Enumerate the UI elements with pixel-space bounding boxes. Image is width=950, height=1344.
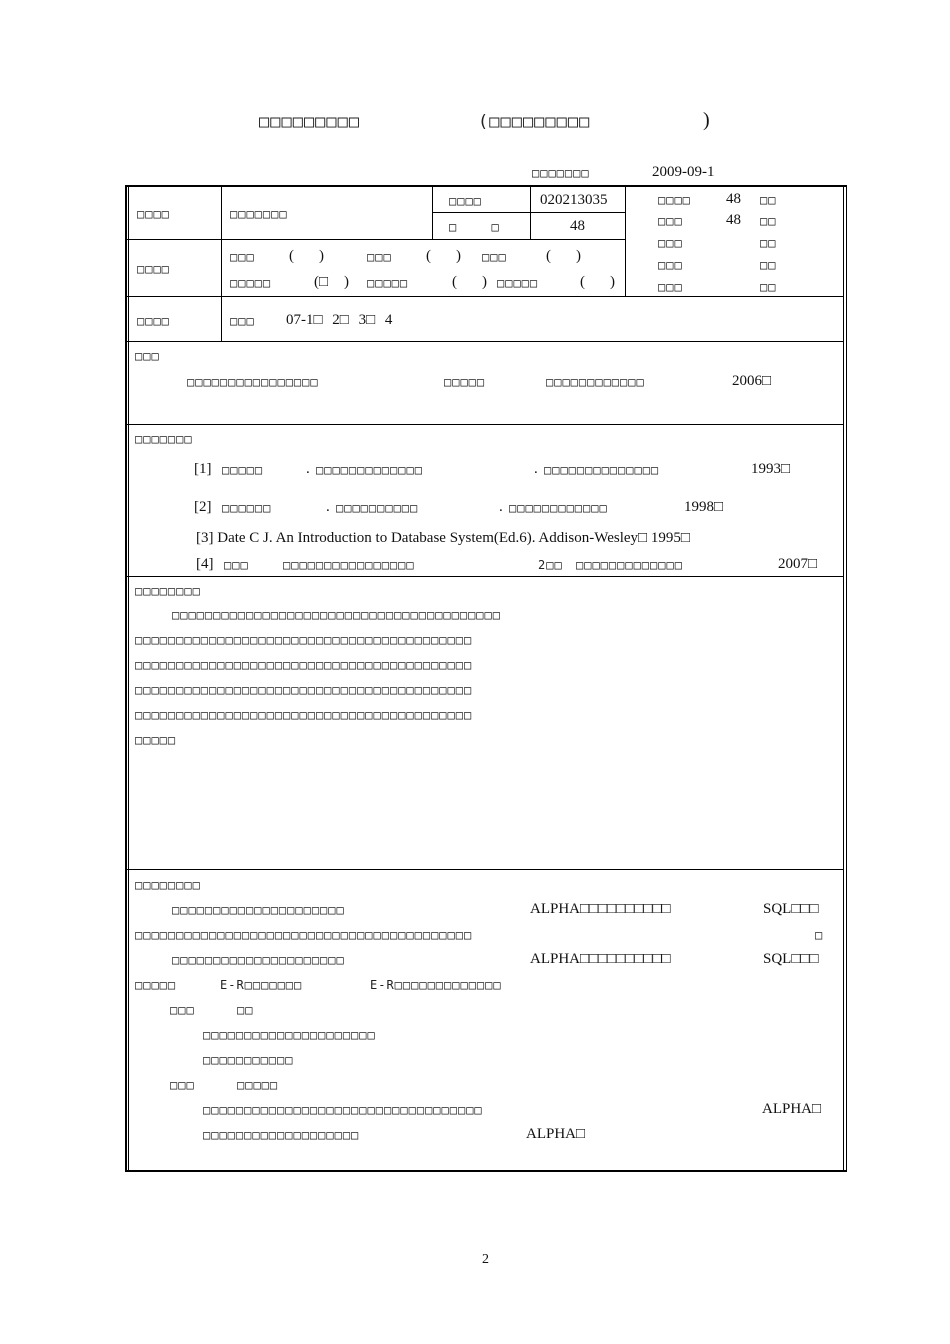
course-code-value: 020213035: [540, 192, 608, 208]
hours-item-label: □□□: [658, 214, 683, 228]
type-paren-close: ): [319, 248, 324, 264]
type-paren-close: ): [456, 248, 461, 264]
objective-line: □□□□□□□□□□□□□□□□□□□□□□□□□□□□□□□□□□□□□□□□□: [135, 658, 473, 672]
class-label: □□□□: [137, 314, 170, 328]
course-name-label: □□□□: [137, 207, 170, 221]
document-title: □□□□□□□□□: [259, 112, 361, 132]
keypoints-text: □□□□□□□□□□□□□□□□□□□: [203, 1128, 360, 1142]
keypoints-text: □□: [237, 1003, 254, 1017]
reference-edition: 2□□: [538, 558, 563, 572]
keypoints-text: □□□□□: [237, 1078, 279, 1092]
hours-item-unit: □□: [760, 193, 777, 207]
type-paren-close: ): [576, 248, 581, 264]
keypoints-text: E-R□□□□□□□: [220, 978, 303, 992]
hours-item-unit: □□: [760, 280, 777, 294]
hours-item-value: 48: [726, 191, 741, 207]
reference-separator: .: [534, 461, 538, 477]
textbook-publisher-label: □□□□□: [444, 375, 486, 389]
hours-item-unit: □□: [760, 236, 777, 250]
reference-title: □□□□□□□□□□□□□□□□: [283, 558, 415, 572]
hours-item-value: 48: [726, 212, 741, 228]
textbook-title: □□□□□□□□□□□□□□□□: [187, 375, 319, 389]
keypoints-text: □□□□□□□□□□□□□□□□□□□□□□□□□□□□□□□□□□□□□□□□□: [135, 928, 473, 942]
class-value: 07-1□ 2□ 3□ 4: [286, 312, 393, 328]
reference-author: □□□: [224, 558, 249, 572]
reference-year: 2007□: [778, 556, 818, 572]
document-subtitle-open: (□□□□□□□□□: [478, 112, 591, 132]
hours-item-label: □□□□: [658, 193, 691, 207]
keypoints-text: □□□□□□□□□□□□□□□□□□□□□□□□□□□□□□□□□□: [203, 1103, 483, 1117]
type-option-label: □□□□□: [497, 276, 539, 290]
reference-separator: .: [306, 461, 310, 477]
course-type-label: □□□□: [137, 262, 170, 276]
keypoints-text: ALPHA□: [762, 1101, 822, 1117]
reference-separator: .: [326, 499, 330, 515]
keypoints-text: □□□: [170, 1078, 195, 1092]
course-code-label: □□□□: [449, 194, 482, 208]
objective-line: □□□□□: [135, 733, 177, 747]
reference-publisher: □□□□□□□□□□□□□□: [544, 463, 660, 477]
references-label: □□□□□□□: [135, 432, 193, 446]
objective-label: □□□□□□□□: [135, 584, 201, 598]
type-option-label: □□□□□: [230, 276, 272, 290]
objective-line: □□□□□□□□□□□□□□□□□□□□□□□□□□□□□□□□□□□□□□□□□: [135, 708, 473, 722]
keypoints-text: SQL□□□: [763, 951, 819, 967]
reference-number: [4]: [196, 556, 214, 572]
type-paren-close: ): [610, 274, 615, 290]
hours-item-label: □□□: [658, 258, 683, 272]
textbook-label: □□□: [135, 349, 160, 363]
reference-year: 1998□: [684, 499, 724, 515]
reference-number: [1]: [194, 461, 212, 477]
keypoints-text: □□□: [170, 1003, 195, 1017]
date-label: □□□□□□□: [532, 166, 590, 180]
type-paren-open: (: [580, 274, 585, 290]
keypoints-text: □□□□□: [135, 978, 177, 992]
type-paren-open: (: [452, 274, 457, 290]
keypoints-label: □□□□□□□□: [135, 878, 201, 892]
page-number: 2: [482, 1252, 489, 1267]
keypoints-text: □□□□□□□□□□□□□□□□□□□□□: [172, 953, 345, 967]
objective-line: □□□□□□□□□□□□□□□□□□□□□□□□□□□□□□□□□□□□□□□□: [172, 608, 501, 622]
type-option-label: □□□□□: [367, 276, 409, 290]
hours-item-unit: □□: [760, 258, 777, 272]
hours-item-label: □□□: [658, 236, 683, 250]
reference-author: □□□□□: [222, 463, 264, 477]
reference-separator: .: [499, 499, 503, 515]
keypoints-text: ALPHA□□□□□□□□□□: [530, 951, 671, 967]
course-name-value: □□□□□□□: [230, 207, 288, 221]
hours-item-unit: □□: [760, 214, 777, 228]
type-option-label: □□□: [367, 250, 392, 264]
total-hours-value: 48: [570, 218, 585, 234]
keypoints-text: ALPHA□: [526, 1126, 586, 1142]
type-paren-open: (: [546, 248, 551, 264]
type-paren-close: ): [344, 274, 349, 290]
keypoints-text: □: [815, 928, 824, 942]
reference-publisher: □□□□□□□□□□□□: [509, 501, 608, 515]
keypoints-text: □□□□□□□□□□□□□□□□□□□□□: [203, 1028, 376, 1042]
type-option-label: □□□: [482, 250, 507, 264]
reference-full-text: [3] Date C J. An Introduction to Database System(Ed.6). Addison-Wesley□ 1995□: [196, 530, 690, 546]
reference-year: 1993□: [751, 461, 791, 477]
reference-number: [2]: [194, 499, 212, 515]
objective-line: □□□□□□□□□□□□□□□□□□□□□□□□□□□□□□□□□□□□□□□□□: [135, 633, 473, 647]
class-prefix: □□□: [230, 314, 255, 328]
keypoints-text: E-R□□□□□□□□□□□□□: [370, 978, 502, 992]
reference-title: □□□□□□□□□□□□□: [316, 463, 423, 477]
date-value: 2009-09-1: [652, 164, 715, 180]
reference-author: □□□□□□: [222, 501, 272, 515]
keypoints-text: □□□□□□□□□□□□□□□□□□□□□: [172, 903, 345, 917]
keypoints-text: SQL□□□: [763, 901, 819, 917]
total-hours-label: □ □: [449, 220, 500, 234]
objective-line: □□□□□□□□□□□□□□□□□□□□□□□□□□□□□□□□□□□□□□□□□: [135, 683, 473, 697]
reference-publisher: □□□□□□□□□□□□□: [576, 558, 683, 572]
keypoints-text: □□□□□□□□□□□: [203, 1053, 294, 1067]
keypoints-text: ALPHA□□□□□□□□□□: [530, 901, 671, 917]
type-paren-open: (: [289, 248, 294, 264]
type-paren-open: (: [426, 248, 431, 264]
document-subtitle-close: ): [703, 109, 710, 131]
textbook-publisher: □□□□□□□□□□□□: [546, 375, 645, 389]
type-paren-close: ): [482, 274, 487, 290]
textbook-year: 2006□: [732, 373, 772, 389]
type-paren-open-checked: (□: [314, 274, 329, 290]
type-option-label: □□□: [230, 250, 255, 264]
hours-item-label: □□□: [658, 280, 683, 294]
reference-title: □□□□□□□□□□: [336, 501, 419, 515]
